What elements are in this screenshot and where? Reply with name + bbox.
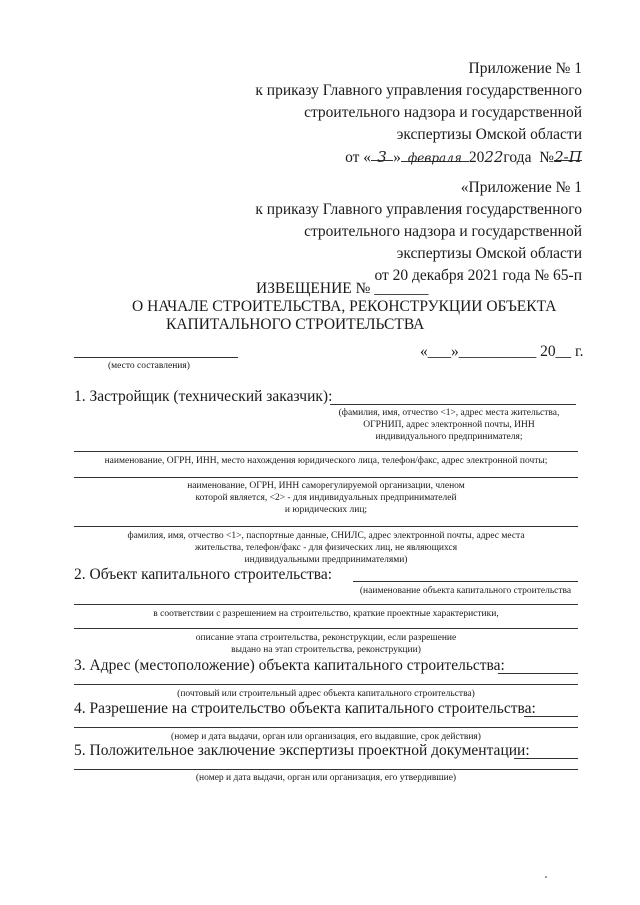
notice-title-line3: КАПИТАЛЬНОГО СТРОИТЕЛЬСТВА bbox=[166, 316, 425, 333]
scan-speck bbox=[545, 876, 547, 878]
notice-title-line2: О НАЧАЛЕ СТРОИТЕЛЬСТВА, РЕКОНСТРУКЦИИ ОБЪЕКТА bbox=[132, 298, 557, 315]
section1-hint4a: фамилия, имя, отчество <1>, паспортные данные, СНИЛС, адрес электронной почты, адрес места bbox=[127, 531, 525, 541]
handwritten-year: 22 bbox=[484, 148, 504, 166]
handwritten-number: 2-П bbox=[554, 148, 582, 166]
section2-hint3b: выдано на этап строительства, реконструкции) bbox=[231, 645, 421, 655]
section2-label: 2. Объект капитального строительства: bbox=[74, 566, 333, 583]
header2-line3: строительного надзора и государственной bbox=[304, 223, 582, 240]
header2-line2: к приказу Главного управления государственного bbox=[255, 201, 582, 218]
section1-hint1c: индивидуального предпринимателя; bbox=[375, 432, 523, 442]
section1-hint2: наименование, ОГРН, ИНН, место нахождения юридического лица, телефон/факс, адрес электронной почты; bbox=[104, 456, 548, 466]
header1-line4: экспертизы Омской области bbox=[396, 126, 582, 143]
section1-hint4b: жительства, телефон/факс - для физических лиц, не являющихся bbox=[194, 543, 458, 553]
section5-line2[interactable] bbox=[74, 769, 578, 770]
section5-field-line[interactable] bbox=[514, 758, 578, 759]
place-caption: (место составления) bbox=[108, 361, 190, 371]
section2-line2[interactable] bbox=[74, 604, 578, 605]
section5-hint: (номер и дата выдачи, орган или организация, его утвердившие) bbox=[195, 773, 457, 783]
header2-line1: «Приложение № 1 bbox=[460, 179, 582, 196]
section3-line2[interactable] bbox=[74, 684, 578, 685]
section1-line3[interactable] bbox=[74, 477, 578, 478]
section2-line3[interactable] bbox=[74, 628, 578, 629]
section4-line2[interactable] bbox=[74, 727, 578, 728]
section1-hint1a: (фамилия, имя, отчество <1>, адрес места жительства, bbox=[338, 408, 560, 418]
header2-line5: от 20 декабря 2021 года № 65-п bbox=[374, 267, 582, 284]
section4-field-line[interactable] bbox=[524, 716, 578, 717]
section1-field-line[interactable] bbox=[330, 404, 576, 405]
section2-hint3a: описание этапа строительства, реконструкции, если разрешение bbox=[195, 633, 457, 643]
header1-line3: строительного надзора и государственной bbox=[304, 104, 582, 121]
header1-date-line: от « 3 » февраля 2022года №2-П bbox=[345, 148, 582, 166]
section1-hint3b: которой является, <2> - для индивидуальных предпринимателей bbox=[195, 493, 457, 503]
date-field[interactable]: «___»__________ 20__ г. bbox=[420, 343, 584, 360]
header2-line4: экспертизы Омской области bbox=[396, 245, 582, 262]
section1-line4[interactable] bbox=[74, 526, 578, 527]
place-field-line[interactable] bbox=[74, 357, 238, 358]
section1-line2[interactable] bbox=[74, 451, 578, 452]
section2-field-line[interactable] bbox=[353, 581, 578, 582]
section4-label: 4. Разрешение на строительство объекта капитального строительства: bbox=[74, 700, 536, 717]
header1-line2: к приказу Главного управления государственного bbox=[255, 82, 582, 99]
notice-title-number: ИЗВЕЩЕНИЕ № _______ bbox=[256, 280, 429, 297]
section1-hint3a: наименование, ОГРН, ИНН саморегулируемой организации, членом bbox=[187, 481, 465, 491]
section4-hint: (номер и дата выдачи, орган или организация, его выдавшие, срок действия) bbox=[171, 732, 481, 742]
section1-hint1b: ОГРНИП, адрес электронной почты, ИНН bbox=[363, 420, 535, 430]
header1-line1: Приложение № 1 bbox=[468, 60, 582, 77]
handwritten-month: февраля bbox=[407, 151, 462, 165]
section2-hint1: (наименование объекта капитального строительства bbox=[359, 586, 572, 596]
section3-hint: (почтовый или строительный адрес объекта капитального строительства) bbox=[177, 689, 475, 699]
section1-label: 1. Застройщик (технический заказчик): bbox=[74, 388, 333, 405]
section2-hint2: в соответствии с разрешением на строительство, краткие проектные характеристики, bbox=[153, 609, 499, 619]
section3-field-line[interactable] bbox=[498, 673, 578, 674]
section3-label: 3. Адрес (местоположение) объекта капитального строительства: bbox=[74, 657, 505, 674]
handwritten-day: 3 bbox=[377, 148, 387, 166]
section5-label: 5. Положительное заключение экспертизы проектной документации: bbox=[74, 742, 530, 759]
section1-hint4c: индивидуальными предпринимателями) bbox=[244, 555, 408, 565]
section1-hint3c: и юридических лиц; bbox=[284, 505, 368, 515]
